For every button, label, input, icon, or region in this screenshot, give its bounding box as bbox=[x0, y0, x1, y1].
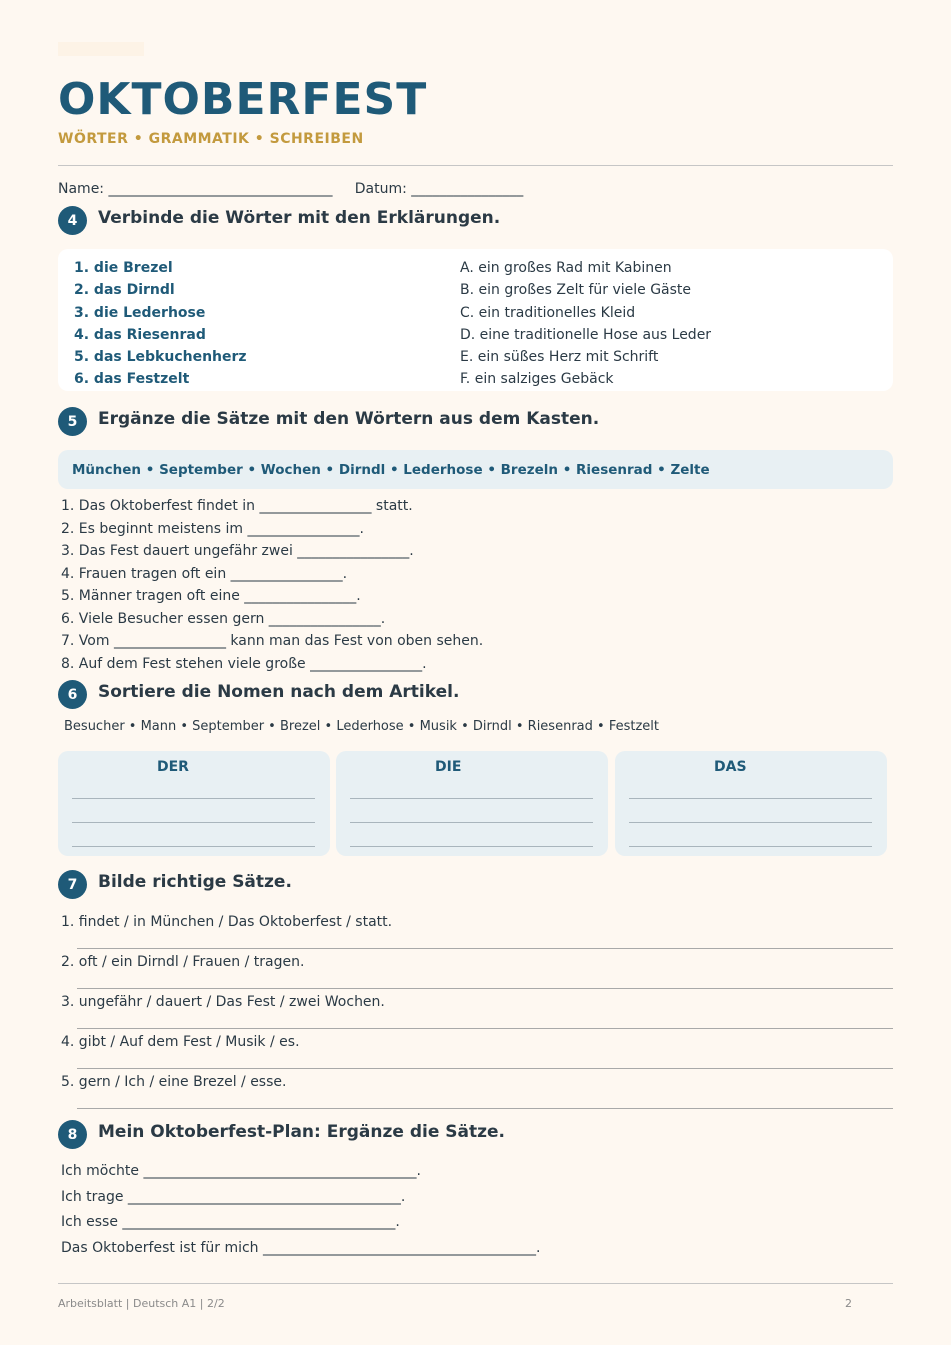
scrambled-sentence: 3. ungefähr / dauert / Das Fest / zwei Wochen. bbox=[61, 994, 385, 1010]
name-date-row: Name: ________________________________ Datum: ________________ bbox=[58, 181, 524, 197]
section-title: Verbinde die Wörter mit den Erklärungen. bbox=[98, 207, 501, 228]
answer-line bbox=[72, 846, 315, 847]
answer-line bbox=[629, 846, 872, 847]
answer-line bbox=[350, 846, 593, 847]
plan-sentence: Ich esse _______________________________________. bbox=[61, 1214, 400, 1230]
definition-item: C. ein traditionelles Kleid bbox=[460, 304, 636, 321]
answer-line bbox=[350, 822, 593, 823]
section-7-header bbox=[58, 870, 292, 899]
section-title: Mein Oktoberfest-Plan: Ergänze die Sätze. bbox=[98, 1121, 505, 1142]
word-item: 1. die Brezel bbox=[74, 260, 173, 276]
section-number-badge: 7 bbox=[58, 870, 87, 899]
gap-sentences bbox=[61, 495, 483, 675]
definition-item: A. ein großes Rad mit Kabinen bbox=[460, 260, 672, 276]
scrambled-sentence: 2. oft / ein Dirndl / Frauen / tragen. bbox=[61, 954, 305, 970]
scrambled-sentence: 1. findet / in München / Das Oktoberfest / statt. bbox=[61, 914, 393, 930]
sort-label: DAS bbox=[714, 759, 747, 775]
page-title: OKTOBERFEST bbox=[58, 74, 428, 125]
section-5-header bbox=[58, 407, 599, 436]
plan-sentence: Ich trage _______________________________________. bbox=[61, 1189, 406, 1205]
definition-item: D. eine traditionelle Hose aus Leder bbox=[460, 326, 712, 343]
plan-sentence: Ich möchte _______________________________________. bbox=[61, 1163, 421, 1179]
answer-line bbox=[77, 988, 893, 989]
answer-line bbox=[350, 798, 593, 799]
answer-line bbox=[72, 798, 315, 799]
gap-sentence: 8. Auf dem Fest stehen viele große ________________. bbox=[61, 655, 427, 672]
section-4-header bbox=[58, 206, 500, 235]
matching-box bbox=[58, 249, 893, 391]
gap-sentence: 2. Es beginnt meistens im ________________. bbox=[61, 520, 364, 537]
answer-line bbox=[77, 1068, 893, 1069]
definition-list bbox=[460, 257, 711, 391]
scrambled-sentence: 4. gibt / Auf dem Fest / Musik / es. bbox=[61, 1034, 300, 1050]
scrambled-sentence: 5. gern / Ich / eine Brezel / esse. bbox=[61, 1074, 287, 1090]
header-tab bbox=[58, 42, 144, 56]
word-item: 4. das Riesenrad bbox=[74, 326, 206, 343]
gap-sentence: 7. Vom ________________ kann man das Fest von oben sehen. bbox=[61, 633, 484, 649]
section-title: Bilde richtige Sätze. bbox=[98, 871, 292, 892]
noun-list: Besucher • Mann • September • Brezel • Lederhose • Musik • Dirndl • Riesenrad • Festzelt bbox=[64, 719, 659, 734]
section-title: Ergänze die Sätze mit den Wörtern aus dem Kasten. bbox=[98, 408, 600, 429]
word-item: 3. die Lederhose bbox=[74, 304, 206, 321]
answer-line bbox=[77, 1028, 893, 1029]
answer-line bbox=[77, 1108, 893, 1109]
sort-box-das bbox=[615, 751, 887, 856]
answer-line bbox=[77, 948, 893, 949]
section-8-header bbox=[58, 1120, 505, 1149]
gap-sentence: 6. Viele Besucher essen gern ________________. bbox=[61, 610, 386, 627]
word-box: München • September • Wochen • Dirndl • Lederhose • Brezeln • Riesenrad • Zelte bbox=[58, 450, 893, 489]
gap-sentence: 4. Frauen tragen oft ein ________________. bbox=[61, 565, 348, 582]
section-number-badge: 5 bbox=[58, 407, 87, 436]
sort-box-der bbox=[58, 751, 330, 856]
definition-item: E. ein süßes Herz mit Schrift bbox=[460, 349, 659, 366]
section-number-badge: 6 bbox=[58, 680, 87, 709]
page-number: 2 bbox=[845, 1297, 852, 1310]
page-subtitle: WÖRTER • GRAMMATIK • SCHREIBEN bbox=[58, 131, 364, 147]
gap-sentence: 1. Das Oktoberfest findet in ________________ statt. bbox=[61, 498, 413, 514]
section-number-badge: 4 bbox=[58, 206, 87, 235]
footer-divider bbox=[58, 1283, 893, 1284]
word-item: 5. das Lebkuchenherz bbox=[74, 349, 247, 366]
section-number-badge: 8 bbox=[58, 1120, 87, 1149]
sort-box-die bbox=[336, 751, 608, 856]
sort-label: DER bbox=[157, 759, 189, 775]
section-title: Sortiere die Nomen nach dem Artikel. bbox=[98, 681, 460, 702]
word-list bbox=[74, 257, 247, 391]
section-6-header bbox=[58, 680, 459, 709]
answer-line bbox=[629, 822, 872, 823]
footer-info: Arbeitsblatt | Deutsch A1 | 2/2 bbox=[58, 1297, 225, 1310]
sort-label: DIE bbox=[435, 759, 462, 775]
answer-line bbox=[629, 798, 872, 799]
plan-sentence: Das Oktoberfest ist für mich _______________________________________. bbox=[61, 1240, 541, 1256]
answer-line bbox=[72, 822, 315, 823]
worksheet-page bbox=[58, 0, 893, 1345]
word-item: 6. das Festzelt bbox=[74, 371, 190, 388]
definition-item: F. ein salziges Gebäck bbox=[460, 371, 614, 388]
definition-item: B. ein großes Zelt für viele Gäste bbox=[460, 282, 692, 299]
header-divider bbox=[58, 165, 893, 166]
word-item: 2. das Dirndl bbox=[74, 282, 175, 299]
gap-sentence: 5. Männer tragen oft eine ________________. bbox=[61, 588, 361, 604]
gap-sentence: 3. Das Fest dauert ungefähr zwei ________________. bbox=[61, 543, 414, 559]
